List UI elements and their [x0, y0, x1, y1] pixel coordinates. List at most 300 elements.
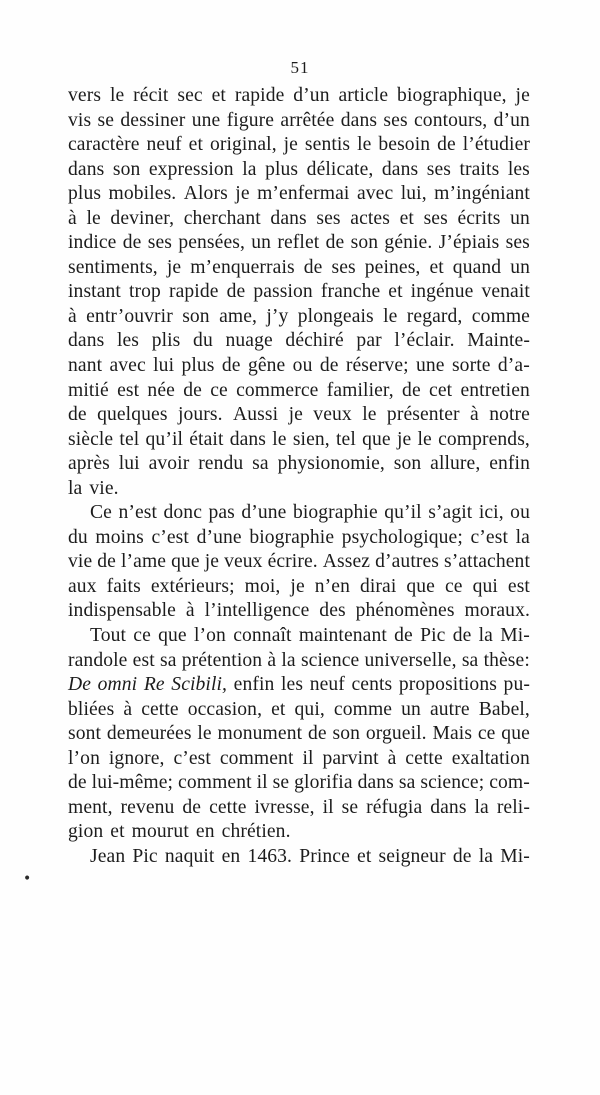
word: son	[332, 723, 360, 745]
word: à	[267, 649, 277, 671]
word: la	[242, 158, 257, 180]
word: vie	[68, 551, 93, 573]
word: ame,	[219, 305, 257, 327]
word: avec	[356, 183, 394, 205]
word: ce	[477, 723, 496, 745]
word: récit	[133, 85, 169, 106]
word: dans	[270, 207, 307, 229]
word: ce	[444, 575, 463, 597]
word: parvint	[322, 747, 379, 769]
body-text	[68, 84, 530, 870]
word: lui	[153, 355, 175, 377]
word: il	[322, 796, 334, 818]
word: randole	[68, 649, 128, 671]
word: les	[116, 330, 140, 352]
word: glorifia	[294, 772, 353, 794]
word: je	[283, 134, 298, 156]
word: rapide	[168, 281, 219, 303]
word: Alors	[183, 183, 228, 205]
word: et	[357, 845, 372, 867]
word: quand	[452, 256, 502, 278]
word: ment,	[68, 796, 113, 818]
word: science	[300, 649, 360, 671]
word: l’on	[193, 625, 226, 647]
text-line	[68, 256, 530, 281]
word: et	[110, 821, 125, 843]
word: avoir	[148, 453, 190, 475]
word: ses	[423, 207, 448, 229]
word: de	[452, 845, 472, 867]
word: enfin	[489, 453, 530, 475]
word: dirai	[359, 575, 397, 597]
word: pu-	[503, 674, 530, 696]
word: connaît	[233, 625, 292, 647]
word: m’enfermai	[257, 183, 350, 205]
word: que	[158, 625, 187, 647]
text-line	[68, 673, 530, 698]
word: l’on	[68, 747, 100, 769]
word: le	[357, 134, 372, 156]
word: regard,	[406, 305, 463, 327]
word: moi,	[244, 575, 281, 597]
text-line	[68, 820, 530, 845]
word: venait	[481, 281, 530, 303]
word: enfin	[233, 674, 275, 696]
word: veux	[224, 551, 263, 573]
text-line	[68, 207, 530, 232]
word: franche	[320, 281, 381, 303]
word: qui	[472, 575, 498, 597]
word: sa	[159, 649, 177, 671]
word: d’une	[241, 502, 287, 524]
word: reli-	[496, 796, 530, 818]
word: une	[191, 109, 221, 131]
word: se	[272, 772, 290, 794]
word: de	[303, 256, 323, 278]
word: sa	[398, 772, 416, 794]
word: allure,	[430, 453, 481, 475]
word: je	[290, 575, 305, 597]
word: gion	[68, 821, 104, 843]
word: ici,	[478, 502, 504, 524]
word: les	[281, 674, 304, 696]
text-line	[68, 477, 530, 502]
word: que	[406, 575, 435, 597]
word: Scibili,	[171, 674, 228, 696]
word: omni	[97, 674, 138, 696]
word: thèse:	[483, 649, 530, 671]
word: seigneur	[378, 845, 446, 867]
word: se	[341, 796, 359, 818]
word: et	[429, 256, 444, 278]
word: la	[515, 526, 530, 548]
word: c’est	[470, 526, 508, 548]
word: Mainte-	[467, 330, 530, 352]
word: entr’ouvrir	[86, 305, 173, 327]
word: de	[122, 232, 142, 254]
word: c’est	[151, 526, 189, 548]
word: des	[319, 600, 346, 622]
word: Pic	[132, 845, 158, 867]
word: Pic	[420, 625, 446, 647]
word: propositions	[398, 674, 497, 696]
word: l’ame	[120, 551, 167, 573]
word: neuf	[146, 134, 182, 156]
word: ses	[331, 256, 356, 278]
word: notre	[489, 404, 530, 426]
word: je	[515, 85, 530, 106]
word: commerce	[236, 379, 319, 401]
word: quelques	[97, 404, 168, 426]
word: trop	[128, 281, 161, 303]
word: ses	[316, 207, 341, 229]
word: vers	[68, 85, 102, 106]
word: de	[325, 232, 345, 254]
word: m’ingéniant	[434, 183, 530, 205]
word: écrits	[457, 207, 501, 229]
word: cherchant	[183, 207, 261, 229]
word: génie.	[384, 232, 433, 254]
word: à	[470, 404, 479, 426]
text-line	[68, 329, 530, 354]
word: nant	[68, 355, 103, 377]
word: De	[68, 674, 92, 696]
word: que	[362, 428, 391, 450]
word: ses	[147, 232, 173, 254]
word: et	[271, 698, 286, 720]
word: ses	[383, 109, 408, 131]
word: le	[362, 404, 377, 426]
word: présenter	[386, 404, 460, 426]
text-line	[68, 305, 530, 330]
word: dans	[357, 772, 394, 794]
word: vis	[68, 109, 92, 131]
word: arrêtée	[280, 109, 335, 131]
word: familier,	[326, 379, 394, 401]
word: psychologique;	[341, 526, 463, 548]
text-line	[68, 722, 530, 747]
word: de	[182, 796, 202, 818]
word: l’intelligence	[204, 600, 310, 622]
word: à	[185, 600, 195, 622]
word: de	[97, 551, 116, 573]
word: article	[338, 85, 389, 106]
word: d’autres	[375, 551, 440, 573]
word: rapide	[234, 85, 285, 106]
word: dans	[430, 796, 467, 818]
word: original,	[209, 134, 277, 156]
text-line	[68, 158, 530, 183]
word: expression	[148, 158, 234, 180]
word: moraux.	[464, 600, 530, 622]
word: sien,	[292, 428, 330, 450]
word: le	[86, 207, 101, 229]
word: l’étudier	[462, 134, 530, 156]
text-line	[68, 747, 530, 772]
word: la	[474, 796, 489, 818]
word: réfugia	[366, 796, 423, 818]
text-line	[68, 354, 530, 379]
word: rendu	[198, 453, 244, 475]
text-line	[68, 84, 530, 109]
word: écrire.	[267, 551, 318, 573]
word: la	[478, 625, 493, 647]
text-line	[68, 182, 530, 207]
word: mobiles.	[108, 183, 177, 205]
word: sentis	[304, 134, 351, 156]
word: biographique,	[397, 85, 507, 106]
word: d’un	[293, 85, 330, 106]
word: Mi-	[500, 625, 530, 647]
word: de	[307, 723, 327, 745]
word: phénomènes	[355, 600, 455, 622]
word: exaltation	[451, 747, 530, 769]
word: de	[394, 625, 413, 647]
word: comment	[219, 747, 294, 769]
text-line	[68, 280, 530, 305]
word: chrétien.	[221, 821, 291, 843]
word: dans	[68, 330, 105, 352]
text-line	[68, 698, 530, 723]
word: sa	[252, 453, 269, 475]
word: de	[452, 625, 472, 647]
word: deviner,	[110, 207, 175, 229]
word: Prince	[299, 845, 350, 867]
word: son	[112, 158, 141, 180]
word: revenu	[120, 796, 175, 818]
word: siècle	[68, 428, 114, 450]
word: prétention	[181, 649, 263, 671]
word: cet	[429, 379, 453, 401]
word: physionomie,	[277, 453, 385, 475]
word: orgueil.	[365, 723, 427, 745]
text-line	[68, 501, 530, 526]
word: sec	[177, 85, 203, 106]
word: moins	[95, 526, 144, 548]
word: comment	[178, 772, 252, 794]
word: déchiré	[285, 330, 344, 352]
text-line	[68, 526, 530, 551]
word: le	[272, 428, 287, 450]
word: est	[117, 379, 140, 401]
word: pensées,	[178, 232, 245, 254]
word: indispensable	[68, 600, 176, 622]
word: je	[235, 183, 250, 205]
word: dans	[229, 428, 267, 450]
word: à	[68, 305, 77, 327]
text-line	[68, 624, 530, 649]
word: ignore,	[108, 747, 165, 769]
word: Tout	[90, 625, 127, 647]
word: ivresse,	[254, 796, 315, 818]
word: ou	[292, 355, 313, 377]
word: et	[388, 281, 403, 303]
word: tel	[119, 428, 140, 450]
word: plis	[151, 330, 181, 352]
word: que	[171, 551, 200, 573]
word: avec	[109, 355, 146, 377]
word: Mais	[432, 723, 473, 745]
word: instant	[68, 281, 121, 303]
word: plus	[181, 355, 215, 377]
word: s’attachent	[444, 551, 530, 573]
word: son	[350, 232, 379, 254]
word: com-	[489, 772, 530, 794]
word: son	[393, 453, 422, 475]
word: actes	[350, 207, 390, 229]
word: monument	[217, 723, 303, 745]
word: le	[417, 428, 432, 450]
word: extérieurs;	[150, 575, 235, 597]
word: besoin	[378, 134, 431, 156]
word: le	[383, 305, 398, 327]
word: je	[396, 428, 412, 450]
word: d’a-	[497, 355, 530, 377]
word: de	[68, 404, 87, 426]
word: les	[507, 158, 530, 180]
word: cette	[141, 698, 179, 720]
word: passion	[253, 281, 313, 303]
word: la	[281, 649, 296, 671]
word: science;	[420, 772, 485, 794]
word: peines,	[364, 256, 421, 278]
word: lui-même;	[91, 772, 174, 794]
word: nuage	[225, 330, 273, 352]
word: tel	[336, 428, 356, 450]
word: sa	[461, 649, 479, 671]
word: lui,	[400, 183, 427, 205]
word: dans	[68, 158, 105, 180]
word: ce	[133, 625, 151, 647]
word: lui	[118, 453, 140, 475]
word: la	[478, 845, 494, 867]
text-line	[68, 133, 530, 158]
word: autre	[429, 698, 470, 720]
page-number: 51	[290, 58, 310, 77]
word: Ce	[90, 502, 112, 524]
word: naquit	[164, 845, 215, 867]
word: le	[197, 723, 212, 745]
word: neuf	[309, 674, 345, 696]
word: après	[68, 453, 110, 475]
text-line	[68, 428, 530, 453]
word: d’un	[493, 109, 530, 131]
word: de	[437, 134, 456, 156]
word: à	[68, 207, 77, 229]
word: par	[356, 330, 382, 352]
word: à	[387, 747, 397, 769]
word: veux	[313, 404, 352, 426]
word: cette	[209, 796, 247, 818]
word: reflet	[277, 232, 320, 254]
word: gêne	[247, 355, 286, 377]
word: pas	[208, 502, 235, 524]
word: il	[256, 772, 268, 794]
word: délicate,	[306, 158, 374, 180]
word: cents	[351, 674, 393, 696]
word: un	[510, 207, 530, 229]
word: comme	[333, 698, 393, 720]
word: dessiner	[120, 109, 186, 131]
word: mourut	[131, 821, 189, 843]
word: dans	[381, 158, 419, 180]
margin-mark: •	[23, 871, 32, 887]
text-line	[68, 452, 530, 477]
word: Aussi	[233, 404, 279, 426]
word: de	[319, 355, 339, 377]
word: maintenant	[298, 625, 387, 647]
word: un	[251, 232, 272, 254]
word: bliées	[68, 698, 115, 720]
text-line	[68, 845, 530, 870]
text-line	[68, 599, 530, 624]
text-line	[68, 796, 530, 821]
word: plongeais	[297, 305, 374, 327]
word: du	[193, 330, 213, 352]
word: donc	[163, 502, 202, 524]
word: s’agit	[428, 502, 473, 524]
word: Babel,	[478, 698, 530, 720]
word: sorte	[451, 355, 491, 377]
word: n’en	[314, 575, 350, 597]
word: en	[195, 821, 215, 843]
word: qu’il	[145, 428, 184, 450]
word: ou	[510, 502, 530, 524]
word: de	[221, 355, 241, 377]
word: de	[226, 281, 246, 303]
word: demeurées	[106, 723, 192, 745]
word: qui,	[294, 698, 325, 720]
word: et	[399, 207, 414, 229]
word: 1463.	[247, 845, 293, 867]
word: ses	[505, 232, 530, 254]
text-line	[68, 231, 530, 256]
word: mitié	[68, 379, 109, 401]
word: et	[211, 85, 226, 106]
word: une	[416, 355, 445, 377]
text-line	[68, 109, 530, 134]
word: d’une	[196, 526, 242, 548]
word: Assez	[322, 551, 371, 573]
word: en	[221, 845, 241, 867]
word: née	[147, 379, 175, 401]
word: faits	[106, 575, 141, 597]
word: dans	[340, 109, 378, 131]
word: est	[507, 575, 530, 597]
text-line	[68, 649, 530, 674]
word: jours.	[177, 404, 223, 426]
word: je	[288, 404, 303, 426]
word: du	[68, 526, 88, 548]
word: Re	[143, 674, 165, 696]
word: n’est	[118, 502, 158, 524]
text-line	[68, 550, 530, 575]
word: de	[183, 379, 202, 401]
text-line	[68, 575, 530, 600]
word: contours,	[414, 109, 488, 131]
word: qu’il	[384, 502, 422, 524]
word: J’épiais	[438, 232, 500, 254]
text-line	[68, 379, 530, 404]
word: occasion,	[187, 698, 263, 720]
word: plus	[265, 158, 299, 180]
word: est	[132, 649, 155, 671]
word: un	[510, 256, 530, 278]
word: que	[501, 723, 530, 745]
word: l’éclair.	[394, 330, 455, 352]
word: de	[68, 772, 87, 794]
word: de	[402, 379, 421, 401]
